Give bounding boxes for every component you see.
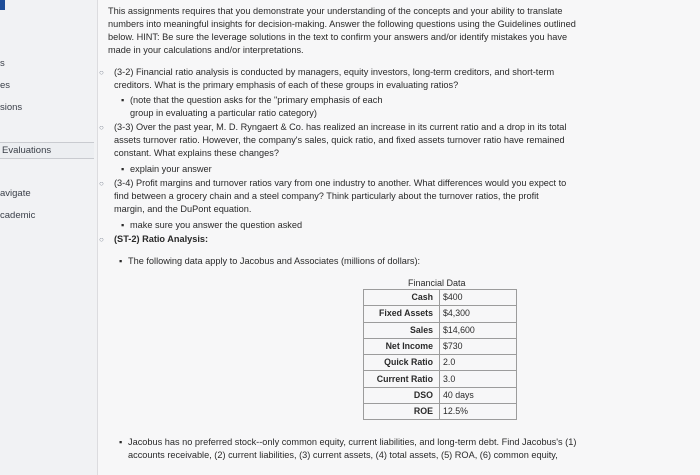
course-sidebar: [0, 0, 98, 475]
row-label: Fixed Assets: [364, 306, 440, 322]
row-value: $730: [440, 338, 517, 354]
question-3-4-note: ▪ make sure you answer the question asked: [130, 219, 302, 232]
st-2-task-bullet: ▪ Jacobus has no preferred stock--only common equity, current liabilities, and long-term debt. Find Jacobus's (1) accounts receivable, (2) current liabilities, (3) current assets, (4) total assets, (5) ROA, (6) common equity,: [119, 437, 577, 461]
table-row: [364, 387, 517, 403]
filled-square-bullet-icon: ▪: [121, 95, 125, 105]
question-3-3-note: ▪ explain your answer: [130, 163, 212, 176]
assignment-intro: This assignments requires that you demonstrate your understanding of the concepts and your ability to translate numbers into meaningful insights for decision-making. Answer the following questions using the Guidelines outlined below. HINT: Be sure the leverage solutions in the text to confirm your answers and/or identify mistakes you have made in your calculations and/or interpretations.: [108, 6, 576, 56]
sidebar-item-evaluations[interactable]: Evaluations: [0, 142, 94, 159]
hollow-circle-bullet-icon: ○: [99, 68, 104, 77]
row-value: $400: [440, 290, 517, 306]
assignment-content: [99, 0, 693, 475]
hollow-circle-bullet-icon: ○: [99, 235, 104, 244]
table-row: [364, 338, 517, 354]
table-title: Financial Data: [408, 278, 466, 288]
question-3-4: ○ (3-4) Profit margins and turnover ratios vary from one industry to another. What differences would you expect to find between a grocery chain and a steel company? Think particularly about the turnover ratios, the profit margin, and the DuPont equation.: [99, 178, 567, 215]
sidebar-item-academic[interactable]: cademic: [0, 210, 36, 221]
row-value: 3.0: [440, 371, 517, 387]
table-row: [364, 306, 517, 322]
filled-square-bullet-icon: ▪: [119, 256, 123, 266]
table-row: [364, 355, 517, 371]
table-row: [364, 371, 517, 387]
table-row: [364, 322, 517, 338]
row-value: 12.5%: [440, 404, 517, 420]
sidebar-edge-tab: [0, 0, 5, 10]
hollow-circle-bullet-icon: ○: [99, 123, 104, 132]
question-3-2: ○ (3-2) Financial ratio analysis is conducted by managers, equity investors, long-term creditors, and short-term creditors. What is the primary emphasis of each of these groups in evaluating ratios?: [99, 67, 555, 91]
row-value: $4,300: [440, 306, 517, 322]
row-label: ROE: [364, 404, 440, 420]
sidebar-item-0[interactable]: s: [0, 58, 5, 69]
financial-data-table: [363, 289, 517, 420]
filled-square-bullet-icon: ▪: [121, 164, 125, 174]
question-3-3: ○ (3-3) Over the past year, M. D. Ryngaert & Co. has realized an increase in its current ratio and a drop in its total assets turnover ratio. However, the company's sales, quick ratio, and fixed assets turnover ratio have remained constant. What explains these changes?: [99, 122, 567, 159]
sidebar-item-1[interactable]: es: [0, 80, 11, 91]
filled-square-bullet-icon: ▪: [119, 437, 123, 447]
hollow-circle-bullet-icon: ○: [99, 179, 104, 188]
row-value: 2.0: [440, 355, 517, 371]
table-row: [364, 404, 517, 420]
sidebar-item-navigate[interactable]: avigate: [0, 188, 31, 199]
row-label: Quick Ratio: [364, 355, 440, 371]
filled-square-bullet-icon: ▪: [121, 220, 125, 230]
row-label: DSO: [364, 387, 440, 403]
row-label: Cash: [364, 290, 440, 306]
question-st-2: ○ (ST-2) Ratio Analysis:: [108, 233, 568, 246]
row-label: Current Ratio: [364, 371, 440, 387]
row-value: 40 days: [440, 387, 517, 403]
row-label: Net Income: [364, 338, 440, 354]
row-value: $14,600: [440, 322, 517, 338]
question-3-2-note: ▪ (note that the question asks for the "primary emphasis of each group in evaluating a particular ratio category): [121, 95, 383, 119]
table-row: [364, 290, 517, 306]
st-2-data-note: ▪ The following data apply to Jacobus and Associates (millions of dollars):: [128, 255, 420, 268]
row-label: Sales: [364, 322, 440, 338]
sidebar-item-2[interactable]: sions: [0, 102, 23, 113]
